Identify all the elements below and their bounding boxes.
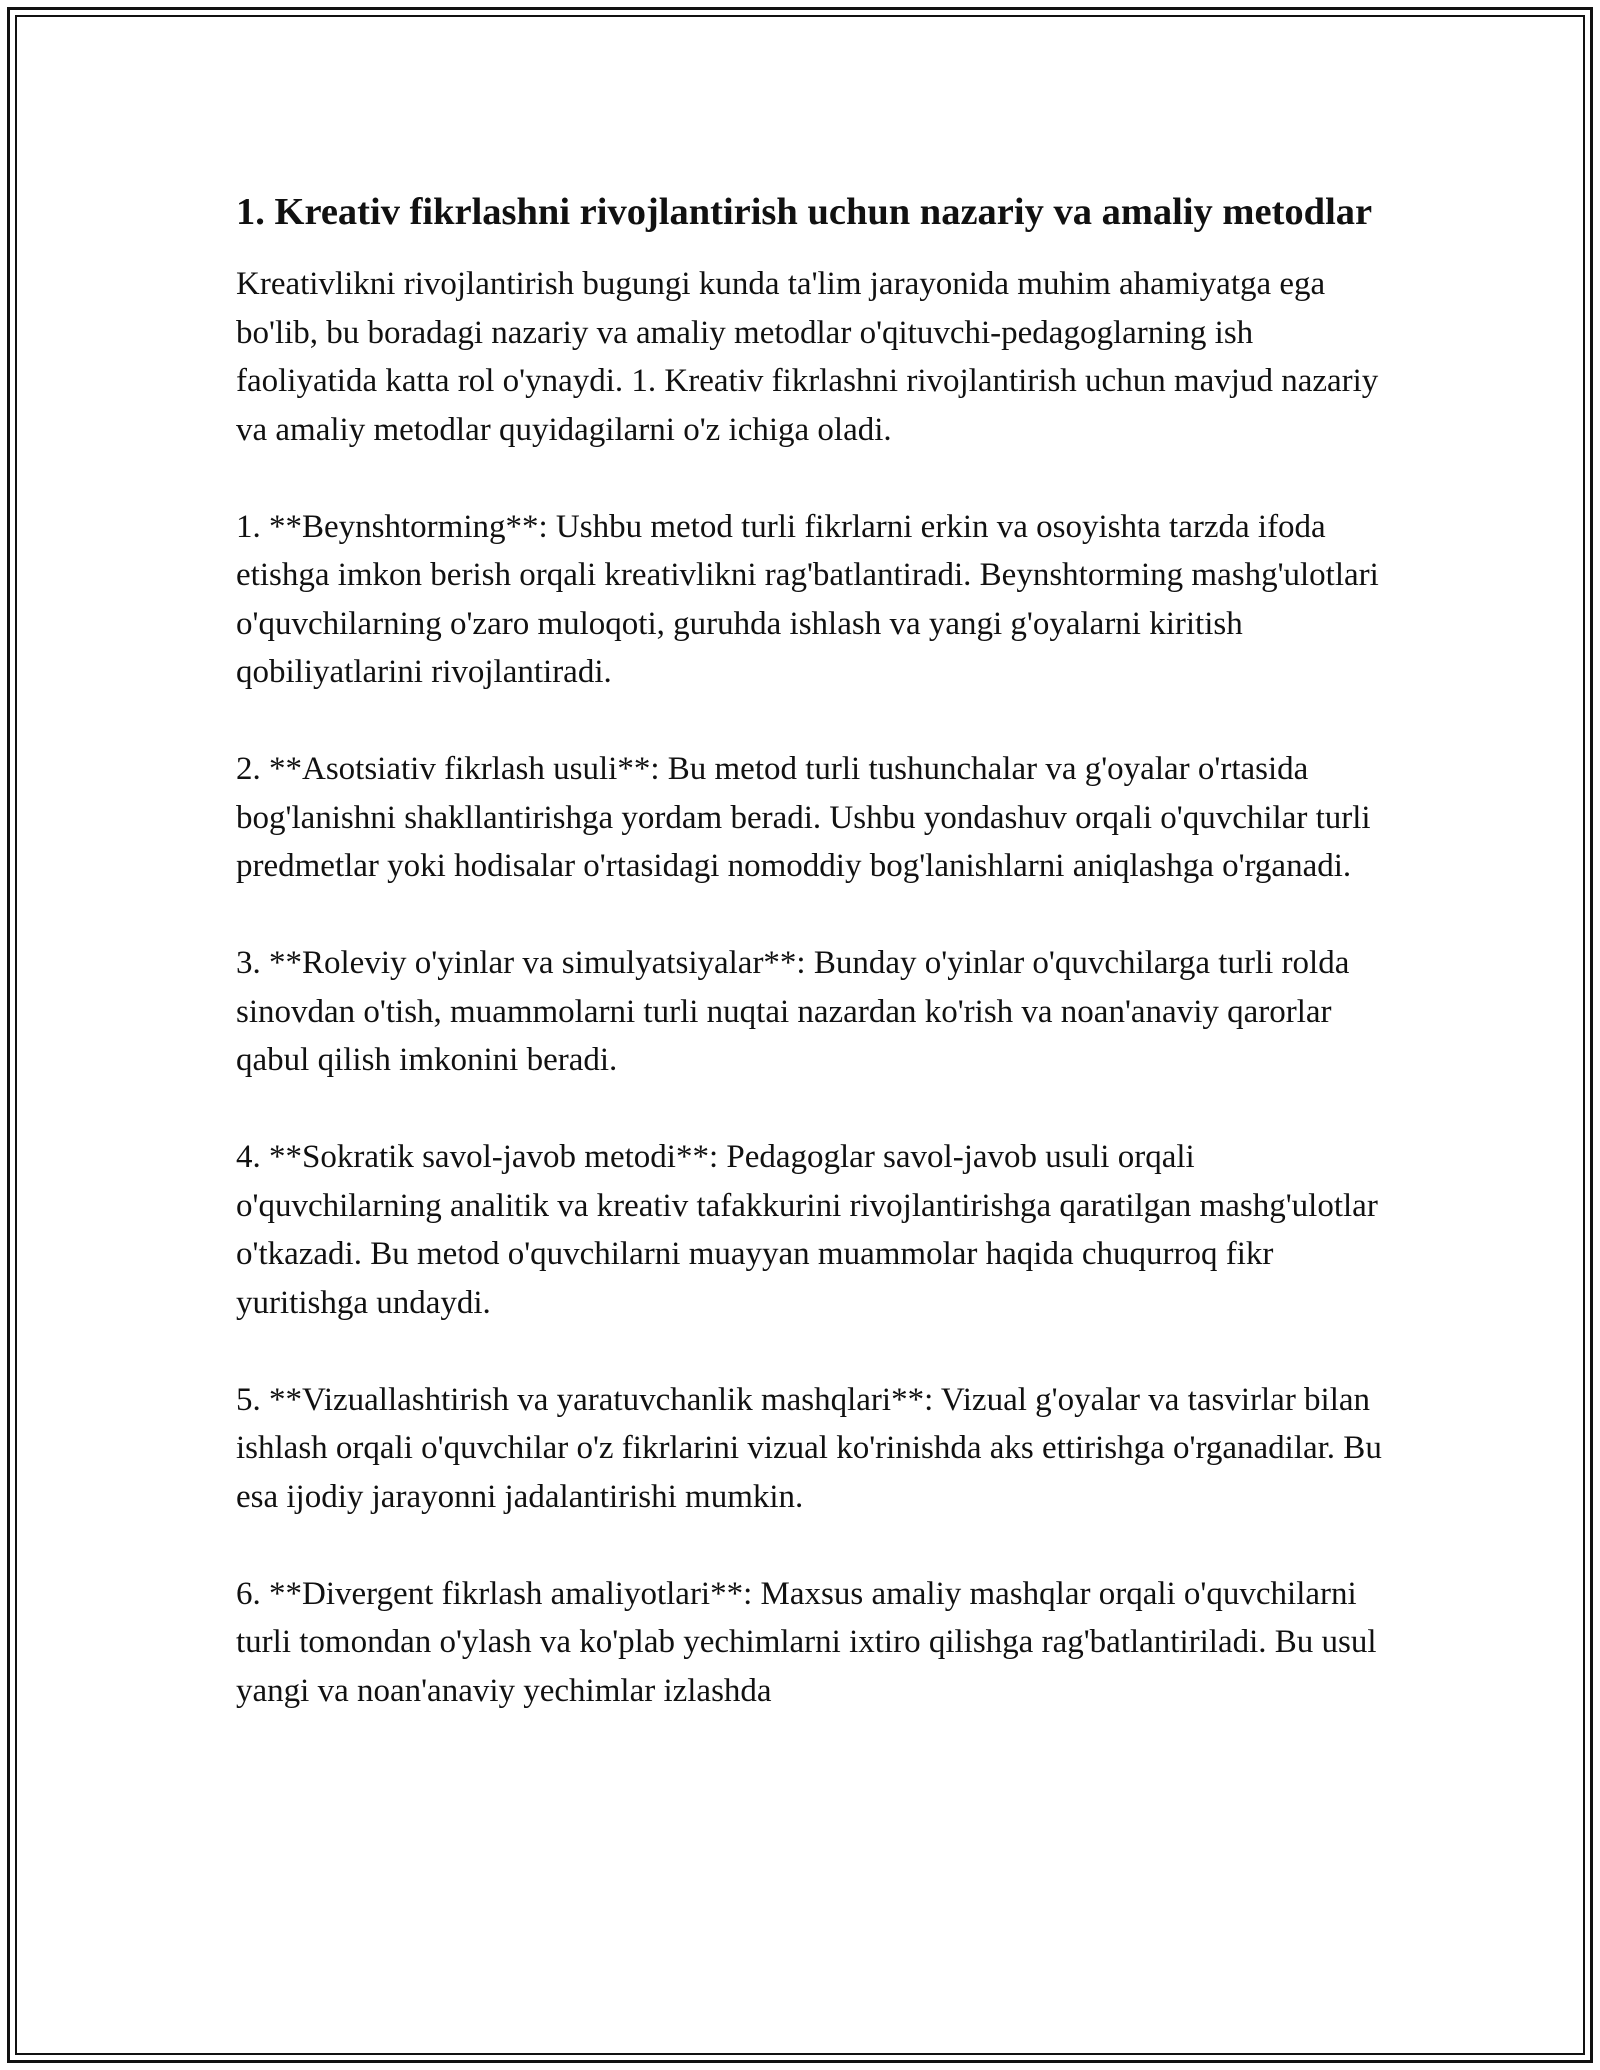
method-paragraph-4: 4. **Sokratik savol-javob metodi**: Pedagoglar savol-javob usuli orqali o'quvchilarning analitik va kreativ tafakkurini rivojlantirishga qaratilgan mashg'ulotlar o'tkazadi. Bu metod o'quvchilarni muayyan muammolar haqida chuqurroq fikr yuritishga undaydi. bbox=[236, 1139, 1378, 1321]
method-paragraph-5: 5. **Vizuallashtirish va yaratuvchanlik mashqlari**: Vizual g'oyalar va tasvirlar bilan ishlash orqali o'quvchilar o'z fikrlarini vizual ko'rinishda aks ettirishga o'rganadilar. Bu esa ijodiy jarayonni jadalantirishi mumkin. bbox=[236, 1381, 1382, 1515]
document-body bbox=[236, 260, 1386, 1715]
document-content bbox=[236, 185, 1386, 1715]
intro-paragraph: Kreativlikni rivojlantirish bugungi kunda ta'lim jarayonida muhim ahamiyatga ega bo'lib, bu boradagi nazariy va amaliy metodlar o'qituvchi-pedagoglarning ish faoliyatida katta rol o'ynaydi. 1. Kreativ fikrlashni rivojlantirish uchun mavjud nazariy va amaliy metodlar quyidagilarni o'z ichiga oladi. bbox=[236, 266, 1379, 448]
method-paragraph-2: 2. **Asotsiativ fikrlash usuli**: Bu metod turli tushunchalar va g'oyalar o'rtasida bog'lanishni shakllantirishga yordam beradi. Ushbu yondashuv orqali o'quvchilar turli predmetlar yoki hodisalar o'rtasidagi nomoddiy bog'lanishlarni aniqlashga o'rganadi. bbox=[236, 751, 1371, 884]
method-paragraph-3: 3. **Roleviy o'yinlar va simulyatsiyalar**: Bunday o'yinlar o'quvchilarga turli rolda sinovdan o'tish, muammolarni turli nuqtai nazardan ko'rish va noan'anaviy qarorlar qabul qilish imkonini beradi. bbox=[236, 945, 1350, 1078]
method-paragraph-6: 6. **Divergent fikrlash amaliyotlari**: Maxsus amaliy mashqlar orqali o'quvchilarni turli tomondan o'ylash va ko'plab yechimlarni ixtiro qilishga rag'batlantiriladi. Bu usul yangi va noan'anaviy yechimlar izlashda bbox=[236, 1575, 1377, 1709]
document-title: 1. Kreativ fikrlashni rivojlantirish uchun nazariy va amaliy metodlar bbox=[236, 191, 1373, 233]
method-paragraph-1: 1. **Beynshtorming**: Ushbu metod turli fikrlarni erkin va osoyishta tarzda ifoda etishga imkon berish orqali kreativlikni rag'batlantiradi. Beynshtorming mashg'ulotlari o'quvchilarning o'zaro muloqoti, guruhda ishlash va yangi g'oyalarni kiritish qobiliyatlarini rivojlantiradi. bbox=[236, 508, 1379, 690]
